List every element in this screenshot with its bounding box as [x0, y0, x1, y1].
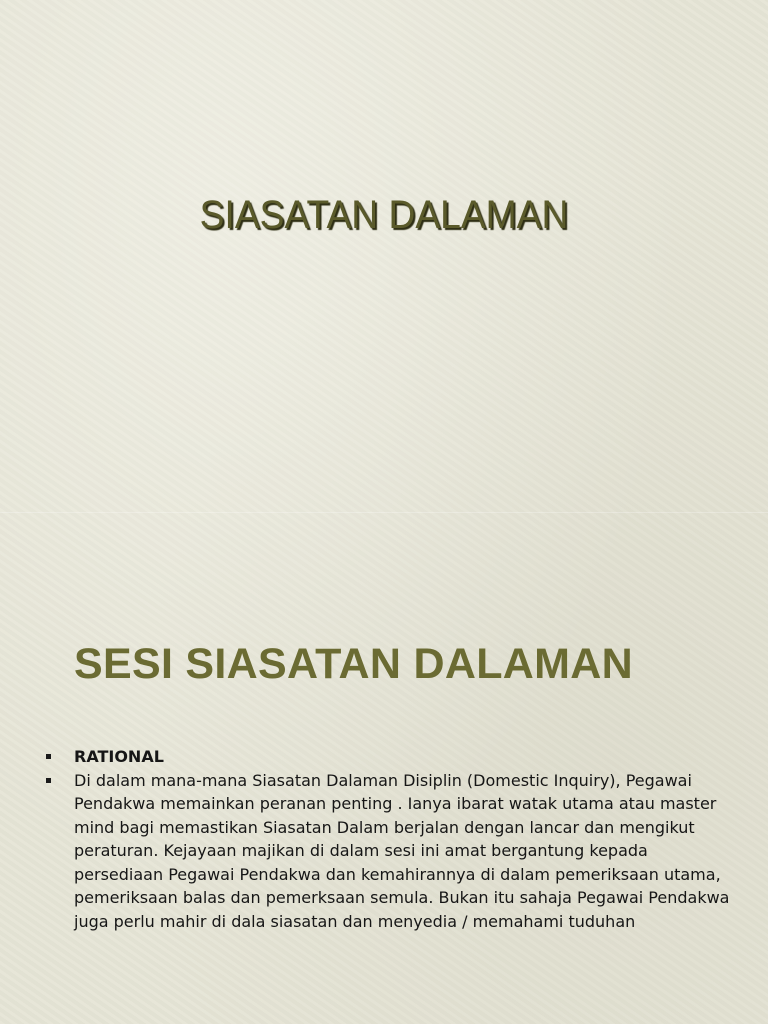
bullet-text: Di dalam mana-mana Siasatan Dalaman Disiplin (Domestic Inquiry), Pegawai Pendakwa memainkan peranan penting . Ianya ibarat watak utama atau master mind bagi memastikan Siasatan Dalam berjalan dengan lancar dan mengikut peraturan. Kejayaan majikan di dalam sesi ini amat bergantung kepada persediaan Pegawai Pendakwa dan kemahirannya di dalam pemeriksaan utama, pemeriksaan balas dan pemerksaan semula. Bukan itu sahaja Pegawai Pendakwa juga perlu mahir di dala siasatan dan menyedia / memahami tuduhan: [74, 770, 730, 931]
square-bullet-icon: [46, 754, 51, 759]
bullet-item-description: [40, 769, 730, 934]
slide-divider: [0, 512, 768, 513]
slide1-title: SIASATAN DALAMAN: [199, 193, 569, 237]
square-bullet-icon: [46, 778, 51, 783]
bullet-text: RATIONAL: [74, 747, 164, 766]
bullet-list: [40, 745, 730, 933]
slide2-title: SESI SIASATAN DALAMAN: [74, 640, 633, 688]
bullet-item-rational: [40, 745, 730, 769]
